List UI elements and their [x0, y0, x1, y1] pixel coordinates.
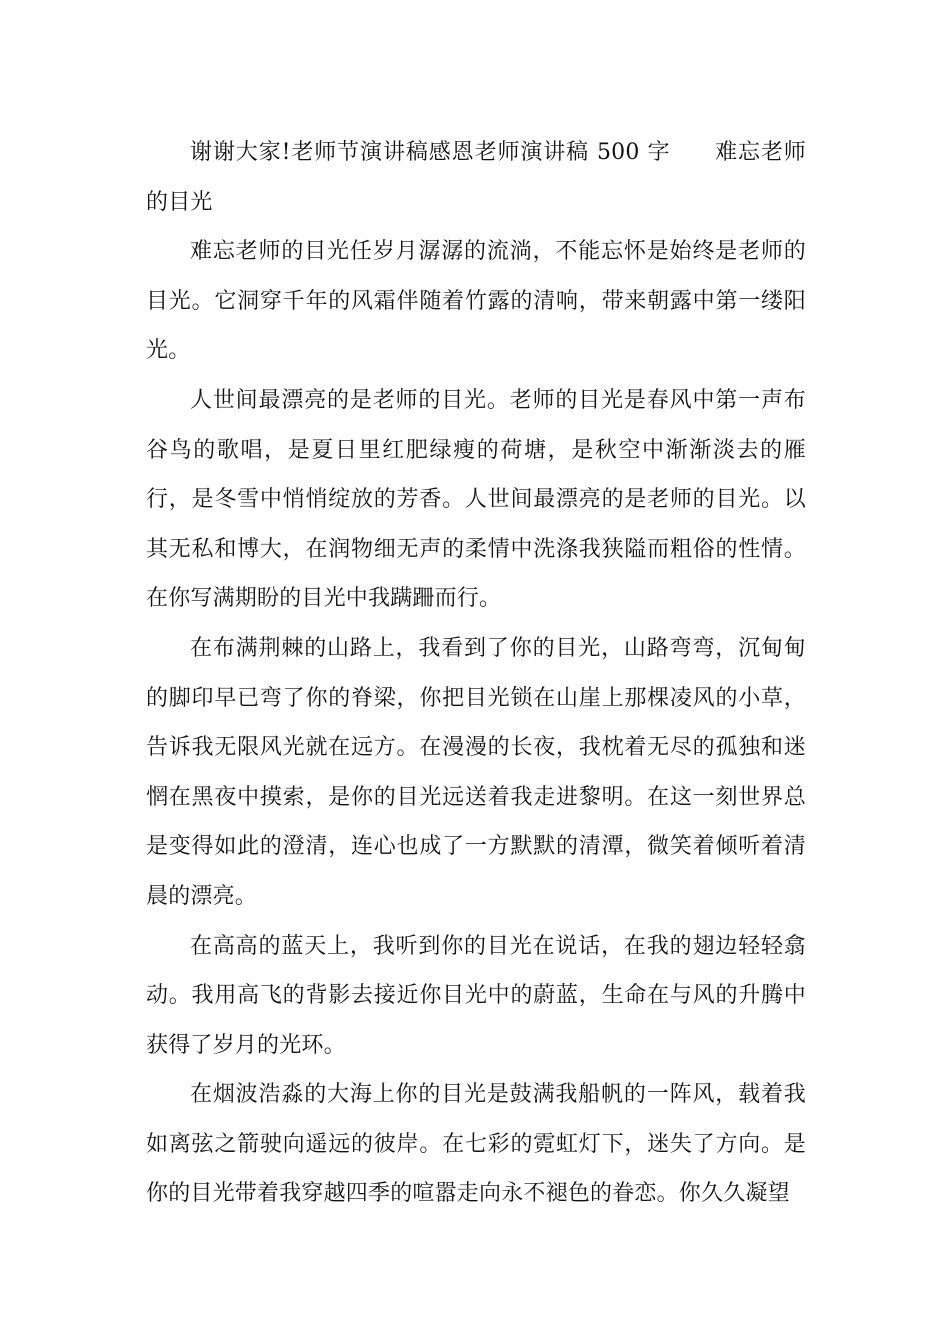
paragraph-2: 人世间最漂亮的是老师的目光。老师的目光是春风中第一声布谷鸟的歌唱，是夏日里红肥绿瘦的荷塘，是秋空中渐渐淡去的雁行，是冬雪中悄悄绽放的芳香。人世间最漂亮的是老师的目光。以其无私和博大，在润物细无声的柔情中洗涤我狭隘而粗俗的性情。在你写满期盼的目光中我蹒跚而行。	[146, 387, 806, 612]
heading-subtitle: 难忘老师的目光	[146, 140, 806, 215]
document-body	[146, 128, 806, 1219]
paragraph-1: 难忘老师的目光任岁月潺潺的流淌，不能忘怀是始终是老师的目光。它洞穿千年的风霜伴随着竹露的清响，带来朝露中第一缕阳光。	[146, 239, 806, 364]
paragraph-3: 在布满荆棘的山路上，我看到了你的目光，山路弯弯，沉甸甸的脚印早已弯了你的脊梁，你把目光锁在山崖上那棵凌风的小草，告诉我无限风光就在远方。在漫漫的长夜，我枕着无尽的孤独和迷惘在黑夜中摸索，是你的目光远送着我走进黎明。在这一刻世界总是变得如此的澄清，连心也成了一方默默的清潭，微笑着倾听着清晨的漂亮。	[146, 635, 806, 909]
paragraph-heading	[146, 128, 806, 227]
heading-text: 谢谢大家!老师节演讲稿感恩老师演讲稿 500 字	[190, 140, 671, 165]
paragraph-4: 在高高的蓝天上，我听到你的目光在说话，在我的翅边轻轻翕动。我用高飞的背影去接近你目光中的蔚蓝，生命在与风的升腾中获得了岁月的光环。	[146, 933, 806, 1058]
paragraph-5: 在烟波浩淼的大海上你的目光是鼓满我船帆的一阵风，载着我如离弦之箭驶向遥远的彼岸。在七彩的霓虹灯下，迷失了方向。是你的目光带着我穿越四季的喧嚣走向永不褪色的眷恋。你久久凝望	[146, 1082, 806, 1207]
